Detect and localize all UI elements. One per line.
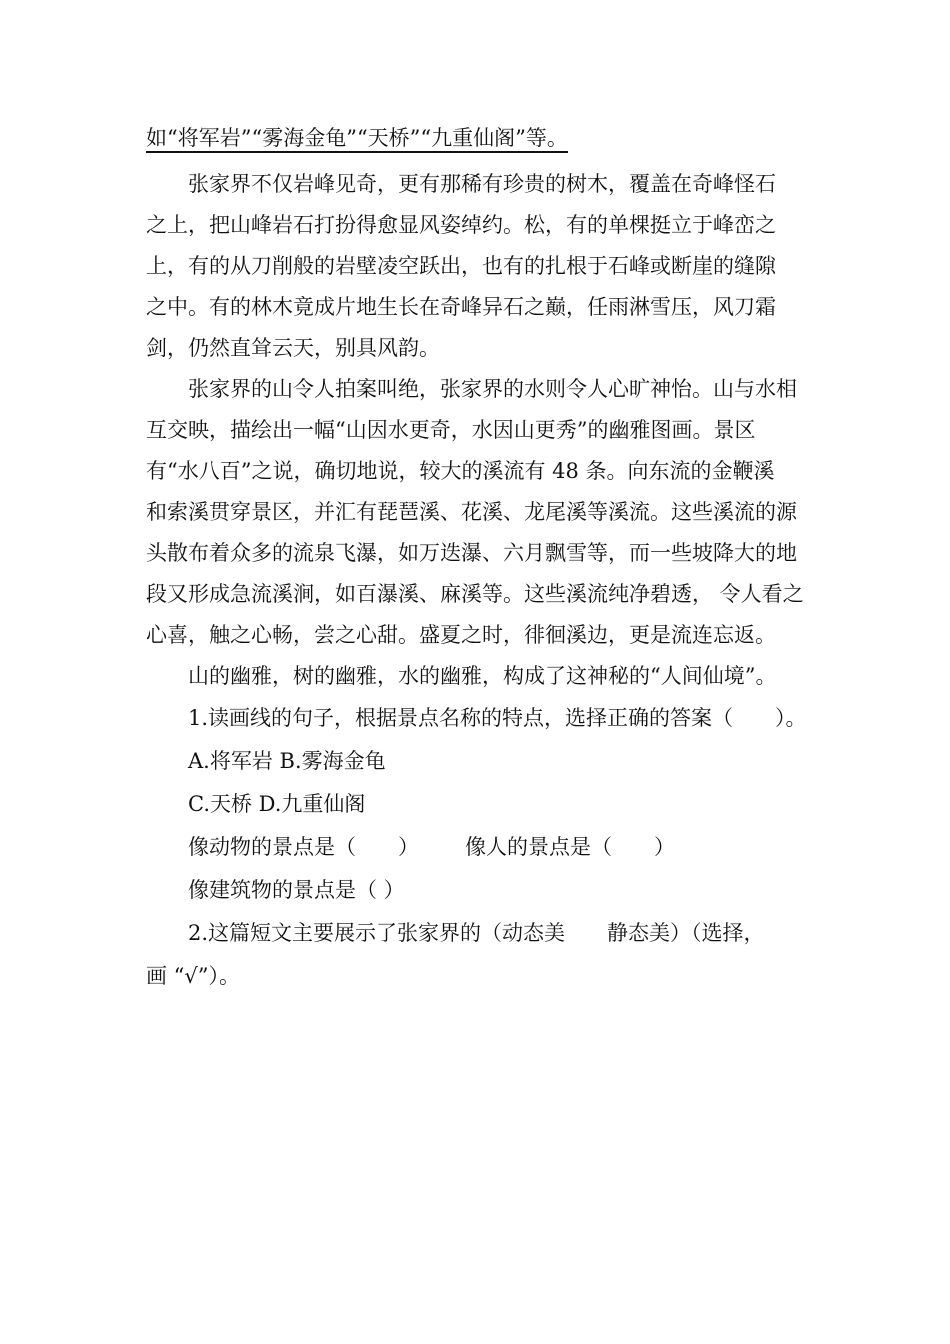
paragraph-water-line-1: 张家界的山令人拍案叫绝，张家界的水则令人心旷神怡。山与水相 bbox=[188, 377, 797, 401]
worksheet-page bbox=[146, 121, 810, 998]
question-2-prompt-line-1[interactable]: 2.这篇短文主要展示了张家界的（动态美 静态美）（选择， bbox=[188, 921, 765, 945]
paragraph-trees-line-5: 剑，仍然直耸云天，别具风韵。 bbox=[146, 336, 440, 360]
underlined-sentence: 如“将军岩”“雾海金龟”“天桥”“九重仙阁”等。 bbox=[146, 126, 568, 153]
paragraph-water-line-7: 心喜，触之心畅，尝之心甜。盛夏之时，徘徊溪边，更是流连忘返。 bbox=[146, 623, 776, 647]
person-answer-blank[interactable]: 像人的景点是（ ） bbox=[465, 835, 675, 859]
paragraph-water-line-2: 互交映，描绘出一幅“山因水更奇，水因山更秀”的幽雅图画。景区 bbox=[146, 418, 756, 442]
question-1 bbox=[146, 697, 810, 912]
question-1-answer-row bbox=[146, 826, 810, 869]
paragraph-trees-line-1: 张家界不仅岩峰见奇，更有那稀有珍贵的树木，覆盖在奇峰怪石 bbox=[188, 172, 776, 196]
paragraph-water-line-6: 段又形成急流溪涧，如百瀑溪、麻溪等。这些溪流纯净碧透， 令人看之 bbox=[146, 582, 804, 606]
building-answer-blank[interactable]: 像建筑物的景点是（ ） bbox=[188, 878, 405, 902]
paragraph-water bbox=[146, 369, 810, 656]
paragraph-water-line-3: 有“水八百”之说，确切地说，较大的溪流有 48 条。向东流的金鞭溪 bbox=[146, 459, 775, 483]
paragraph-trees-line-3: 上，有的从刀削般的岩壁凌空跃出，也有的扎根于石峰或断崖的缝隙 bbox=[146, 254, 776, 278]
animal-answer-blank[interactable]: 像动物的景点是（ ） bbox=[188, 835, 419, 859]
paragraph-water-line-4: 和索溪贯穿景区，并汇有琵琶溪、花溪、龙尾溪等溪流。这些溪流的源 bbox=[146, 500, 797, 524]
paragraph-trees-line-2: 之上，把山峰岩石打扮得愈显风姿绰约。松，有的单棵挺立于峰峦之 bbox=[146, 213, 776, 237]
question-1-options-a-b: A.将军岩 B.雾海金龟 bbox=[188, 749, 386, 773]
question-1-prompt: 1.读画线的句子，根据景点名称的特点，选择正确的答案（ ）。 bbox=[188, 706, 807, 730]
passage-line-0 bbox=[146, 121, 810, 155]
paragraph-summary: 山的幽雅，树的幽雅，水的幽雅，构成了这神秘的“人间仙境”。 bbox=[188, 664, 777, 688]
paragraph-trees-line-4: 之中。有的林木竟成片地生长在奇峰异石之巅，任雨淋雪压，风刀霜 bbox=[146, 295, 776, 319]
paragraph-water-line-5: 头散布着众多的流泉飞瀑，如万迭瀑、六月飘雪等，而一些坡降大的地 bbox=[146, 541, 797, 565]
question-2 bbox=[146, 912, 810, 998]
question-1-options-c-d: C.天桥 D.九重仙阁 bbox=[188, 792, 366, 816]
question-2-prompt-line-2: 画 “√”）。 bbox=[146, 964, 241, 988]
paragraph-trees bbox=[146, 164, 810, 369]
